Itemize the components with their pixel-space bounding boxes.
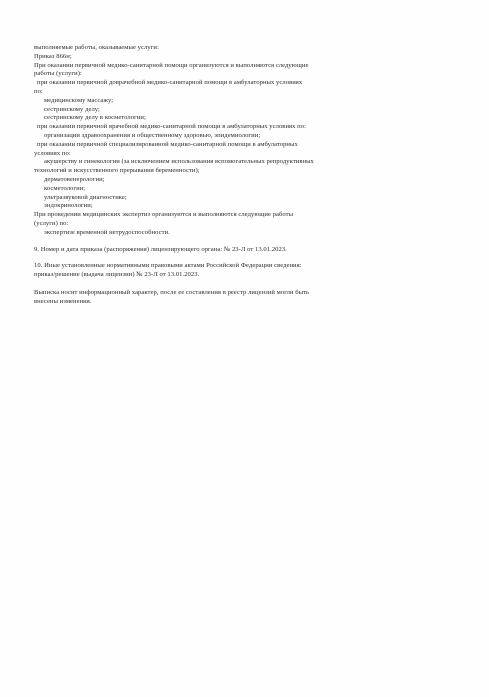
text-line: при оказании первичной специализированной медико-санитарной помощи в амбулаторных [37,140,298,148]
section-9: 9. Номер и дата приказа (распоряжения) лицензирующего органа: № 23-Л от 13.01.2023. [34,245,287,253]
text-line: при оказании первичной доврачебной медико-санитарной помощи в амбулаторных условиях [37,79,303,87]
list-item: экспертизе временной нетрудоспособности. [44,228,170,236]
text-line: технологий и искусственного прерывания беременности); [34,167,200,175]
list-item: косметологии; [44,184,86,192]
list-item: ультразвуковой диагностике; [44,193,127,201]
list-item: сестринскому делу; [44,105,100,113]
list-item: организации здравоохранения и общественному здоровью, эпидемиологии; [44,131,261,139]
text-line: Приказ 866н; [34,52,72,60]
text-line: работы (услуги): [34,70,82,78]
section-10-line: 10. Иные установленные нормативными правовыми актами Российской Федерации сведения: [34,262,302,270]
footnote-line: внесены изменения. [34,297,92,305]
spacer [34,238,414,246]
list-item: сестринскому делу в косметологии; [44,114,146,122]
document-body [34,44,414,307]
section-10-line: приказ/решение (выдача лицензии) № 23-Л от 13.01.2023. [34,271,200,279]
footnote-line: Выписка носит информационный характер, после ее составления в реестр лицензий могли быть [34,288,310,296]
text-line: по: [34,87,43,95]
text-line: условиях по: [34,149,71,157]
text-line: при оказании первичной врачебной медико-санитарной помощи в амбулаторных условиях по: [37,123,306,131]
text-line: выполняемые работы, оказываемые услуги: [34,44,159,51]
text-line: При проведении медицинских экспертиз организуются и выполняются следующие работы [34,211,294,219]
text-line: (услуги) по: [34,219,69,227]
list-item: дерматовенерологии; [44,175,105,183]
list-item: эндокринологии; [44,202,93,210]
text-line: При оказании первичной медико-санитарной помощи организуются и выполняются следующие [34,61,309,69]
spacer [34,280,414,289]
spacer [34,254,414,262]
list-item: медицинскому массажу; [44,96,114,104]
list-item: акушерству и гинекологии (за исключением использования вспомогательных репродуктивных [44,158,314,166]
